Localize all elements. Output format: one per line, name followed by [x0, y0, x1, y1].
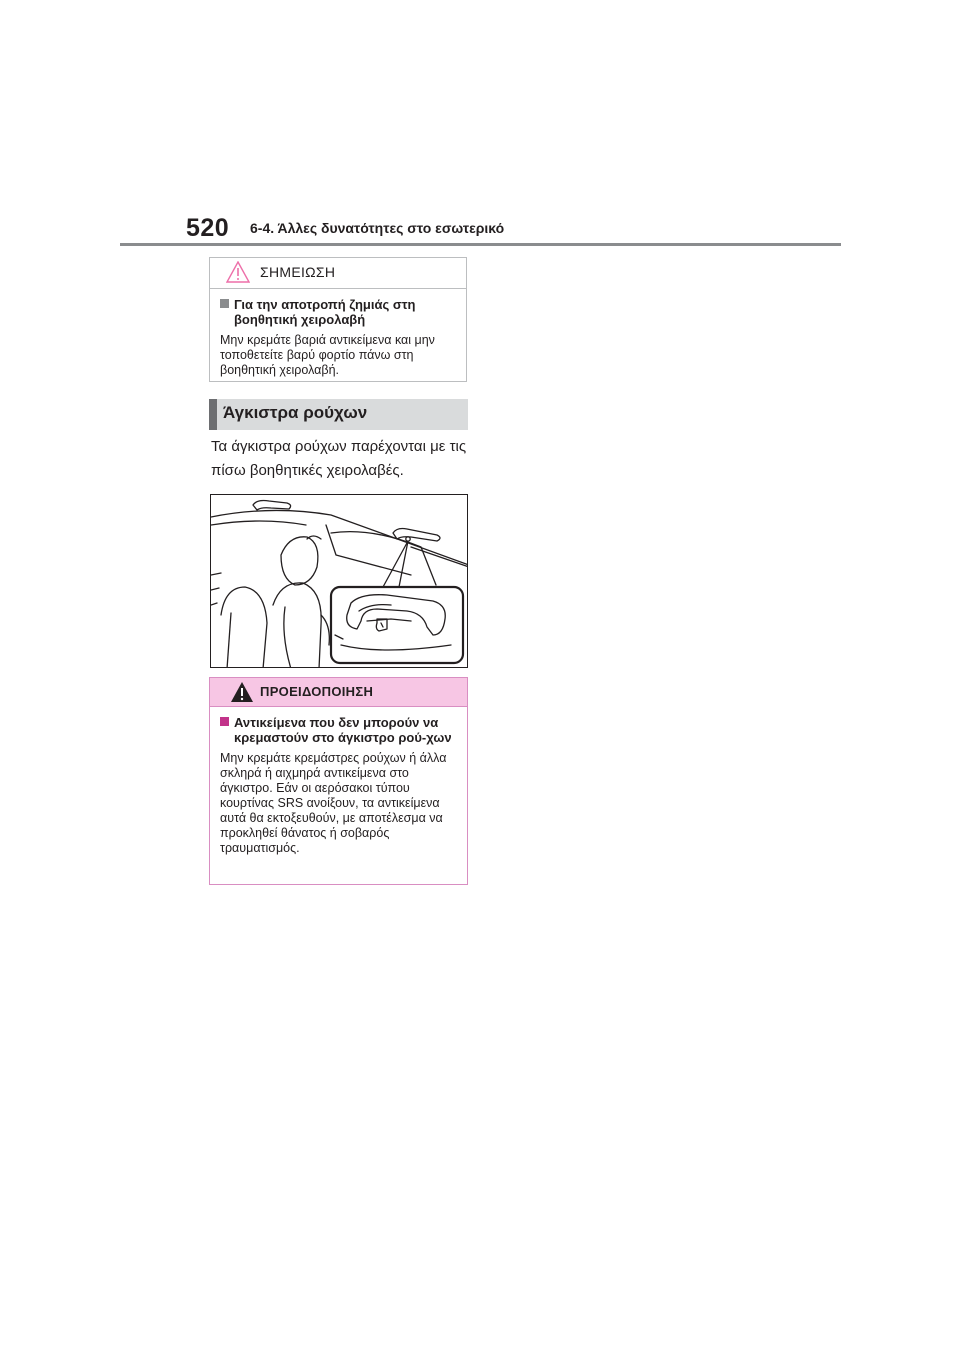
header-rule [120, 243, 841, 246]
coat-hook-illustration [210, 494, 468, 668]
note-body: Μην κρεμάτε βαριά αντικείμενα και μην τοποθετείτε βαρύ φορτίο πάνω στη βοηθητική χειρολαβή. [220, 333, 435, 377]
section-body: Τα άγκιστρα ρούχων παρέχονται με τις πίσω βοηθητικές χειρολαβές. [211, 438, 467, 479]
note-title: ΣΗΜΕΙΩΣΗ [260, 264, 336, 280]
warning-heading-text: Αντικείμενα που δεν μπορούν να κρεμαστούν στο άγκιστρο ρού-χων [234, 715, 452, 745]
warning-triangle-icon [230, 681, 254, 703]
square-bullet-icon [220, 299, 229, 308]
note-heading-text: Για την αποτροπή ζημιάς στη βοηθητική χειρολαβή [234, 297, 416, 327]
warning-header [210, 678, 467, 707]
warning-box [209, 677, 468, 885]
note-header [210, 258, 466, 289]
section-heading-bar [209, 399, 468, 430]
page-number: 520 [186, 214, 230, 242]
heading-bar-accent [209, 399, 217, 430]
car-interior-drawing [211, 495, 468, 668]
warning-title: ΠΡΟΕΙΔΟΠΟΙΗΣΗ [260, 684, 374, 699]
caution-triangle-icon [226, 261, 250, 283]
section-heading: Άγκιστρα ρούχων [223, 403, 368, 422]
note-box [209, 257, 467, 382]
note-heading [220, 297, 456, 327]
square-bullet-icon [220, 717, 229, 726]
warning-heading [220, 715, 457, 745]
section-title: 6-4. Άλλες δυνατότητες στο εσωτερικό [250, 220, 505, 236]
warning-body: Μην κρεμάτε κρεμάστρες ρούχων ή άλλα σκληρά ή αιχμηρά αντικείμενα στο άγκιστρο. Εάν οι αερόσακοι τύπου κουρτίνας SRS ανοίξουν, τα αντικείμενα αυτά θα εκτοξευθούν, με αποτέλεσμα να προκληθεί θάνατος ή σοβαρός τραυματισμός. [220, 751, 447, 855]
